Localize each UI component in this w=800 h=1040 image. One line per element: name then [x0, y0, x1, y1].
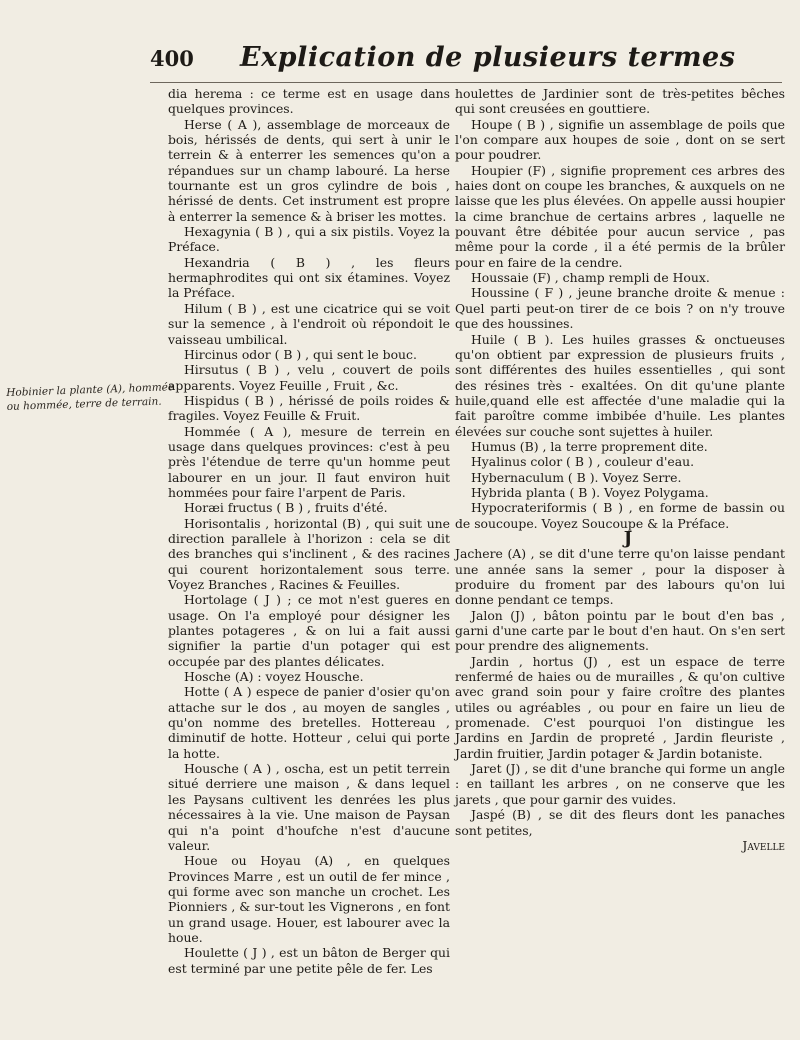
entry-paragraph: Humus (B) , la terre proprement dite.	[471, 438, 708, 454]
entry-paragraph: Houssine ( F ) , jeune branche droite & menue : Quel parti peut-on tirer de ce bois ? on n'y trouve que des houssines.	[455, 285, 785, 332]
entry-paragraph: Hybernaculum ( B ). Voyez Serre.	[471, 469, 682, 485]
entry-paragraph: Houe ou Hoyau (A) , en quelques Provinces Marre , est un outil de fer mince , qui forme avec son manche un crochet. Les Pionniers , & sur-tout les Vignerons , en font un grand usage. Houer, est labourer avec la houe.	[168, 853, 450, 945]
entry-paragraph: Hortolage ( J ) ; ce mot n'est gueres en usage. On l'a employé pour désigner les plantes potageres , & on lui a fait aussi signifier la partie d'un potager qui est occupée par des plantes délicates.	[168, 592, 450, 669]
catchword: Javelle	[742, 837, 785, 853]
entry-paragraph: Jaret (J) , se dit d'une branche qui forme un angle : en taillant les arbres , on ne conserve que les jarets , que pour garnir des vuides.	[455, 761, 785, 807]
entry-paragraph: dia herema : ce terme est en usage dans quelques provinces.	[168, 86, 450, 117]
left-column	[168, 86, 450, 976]
entry-paragraph: Herse ( A ), assemblage de morceaux de bois, hérissés de dents, qui sert à unir le terrein & à enterrer les semences qu'on a répandues sur un champ labouré. La herse tournante est un gros cylindre de bois , hérissé de dents. Cet instrument est propre à enterrer la semence & à briser les mottes.	[168, 116, 450, 224]
entry-paragraph: Hyalinus color ( B ) , couleur d'eau.	[471, 454, 695, 470]
right-column	[455, 86, 785, 853]
entry-paragraph: Houpier (F) , signifie proprement ces arbres des haies dont on coupe les branches, & auxquels on ne laisse que les plus élevées. On appelle aussi houpier la cime branchue de certains arbres , laquelle ne pouvant être débitée pour aucun service , pas même pour la corde , il a été permis de la brûler pour en faire de la cendre.	[455, 162, 785, 270]
entry-paragraph: Hosche (A) : voyez Housche.	[184, 669, 364, 685]
entry-paragraph: Jalon (J) , bâton pointu par le bout d'en bas , garni d'une carte par le bout d'en haut. On s'en sert pour prendre des alignements.	[455, 607, 785, 654]
entry-paragraph: Jardin , hortus (J) , est un espace de terre renfermé de haies ou de murailles , & qu'on cultive avec grand soin pour y faire croître des plantes utiles ou agréables , ou pour en faire un lieu de promenade. C'est pourquoi l'on distingue les Jardins en Jardin de propreté , Jardin fleuriste , Jardin fruitier, Jardin potager & Jardin botaniste.	[455, 653, 785, 761]
entry-paragraph: Housche ( A ) , oscha, est un petit terrein situé derriere une maison , & dans lequel les Paysans cultivent les denrées les plus nécessaires à la vie. Une maison de Paysan qui n'a point d'houfche n'est d'aucune valeur.	[168, 761, 450, 853]
running-head	[150, 44, 800, 84]
entry-paragraph: Jachere (A) , se dit d'une terre qu'on laisse pendant une année sans la semer , pour la disposer à produire du froment par des labours qu'on lui donne pendant ce temps.	[455, 546, 785, 608]
entry-paragraph: Huile ( B ). Les huiles grasses & onctueuses qu'on obtient par expression de plusieurs fruits , sont différentes des huiles essentielles , qui sont des résines très - exaltées. On dit qu'une plante huile,quand elle est affectée d'une maladie qui la fait paroître comme imbibée d'huile. Les plantes élevées sur couche sont sujettes à huiler.	[455, 331, 785, 439]
entry-paragraph: Hybrida planta ( B ). Voyez Polygama.	[471, 484, 709, 500]
entry-paragraph: Hypocrateriformis ( B ) , en forme de bassin ou de soucoupe. Voyez Soucoupe & la Préface.	[455, 500, 785, 531]
header-rule	[150, 82, 782, 83]
entry-paragraph: Hilum ( B ) , est une cicatrice qui se voit sur la semence , à l'endroit où répondoit le vaisseau umbilical.	[168, 300, 450, 347]
entry-paragraph: Houssaie (F) , champ rempli de Houx.	[471, 270, 710, 286]
entry-paragraph: Houlette ( J ) , est un bâton de Berger qui est terminé par une petite pêle de fer. Les	[168, 945, 450, 976]
entry-paragraph: Jaspé (B) , se dit des fleurs dont les panaches sont petites,	[455, 807, 785, 838]
entry-paragraph: Hexandria ( B ) , les fleurs hermaphrodites qui ont six étamines. Voyez la Préface.	[168, 254, 450, 301]
page-number: 400	[150, 46, 194, 71]
entry-paragraph: Hircinus odor ( B ) , qui sent le bouc.	[184, 346, 417, 362]
page-title: Explication de plusieurs termes	[240, 42, 736, 73]
entry-paragraph: Hommée ( A ), mesure de terrein en usage dans quelques provinces: c'est à peu près l'étendue de terre qu'un homme peut labourer en un jour. Il faut environ huit hommées pour faire l'arpent de Paris.	[168, 423, 450, 500]
entry-paragraph: Houpe ( B ) , signifie un assemblage de poils que l'on compare aux houpes de soie , dont on se sert pour poudrer.	[455, 116, 785, 163]
section-letter: J	[623, 527, 633, 549]
handwritten-margin-note: Hobinier la plante (A), hommée ou hommée, terre de terrain.	[6, 381, 175, 413]
entry-paragraph: Horisontalis , horizontal (B) , qui suit une direction parallele à l'horizon : cela se dit des branches qui s'inclinent , & des racines qui courent horizontalement sous terre. Voyez Branches , Racines & Feuilles.	[168, 515, 450, 592]
entry-paragraph: Hirsutus ( B ) , velu , couvert de poils apparents. Voyez Feuille , Fruit , &c.	[168, 362, 450, 393]
entry-paragraph: Horæi fructus ( B ) , fruits d'été.	[184, 500, 388, 516]
entry-paragraph: houlettes de Jardinier sont de très-petites bêches qui sont creusées en gouttiere.	[455, 86, 785, 117]
entry-paragraph: Hispidus ( B ) , hérissé de poils roides & fragiles. Voyez Feuille & Fruit.	[168, 392, 450, 424]
entry-paragraph: Hexagynia ( B ) , qui a six pistils. Voyez la Préface.	[168, 224, 450, 255]
entry-paragraph: Hotte ( A ) espece de panier d'osier qu'on attache sur le dos , au moyen de sangles , qu'on nomme des bretelles. Hottereau , diminutif de hotte. Hotteur , celui qui porte la hotte.	[168, 684, 450, 761]
